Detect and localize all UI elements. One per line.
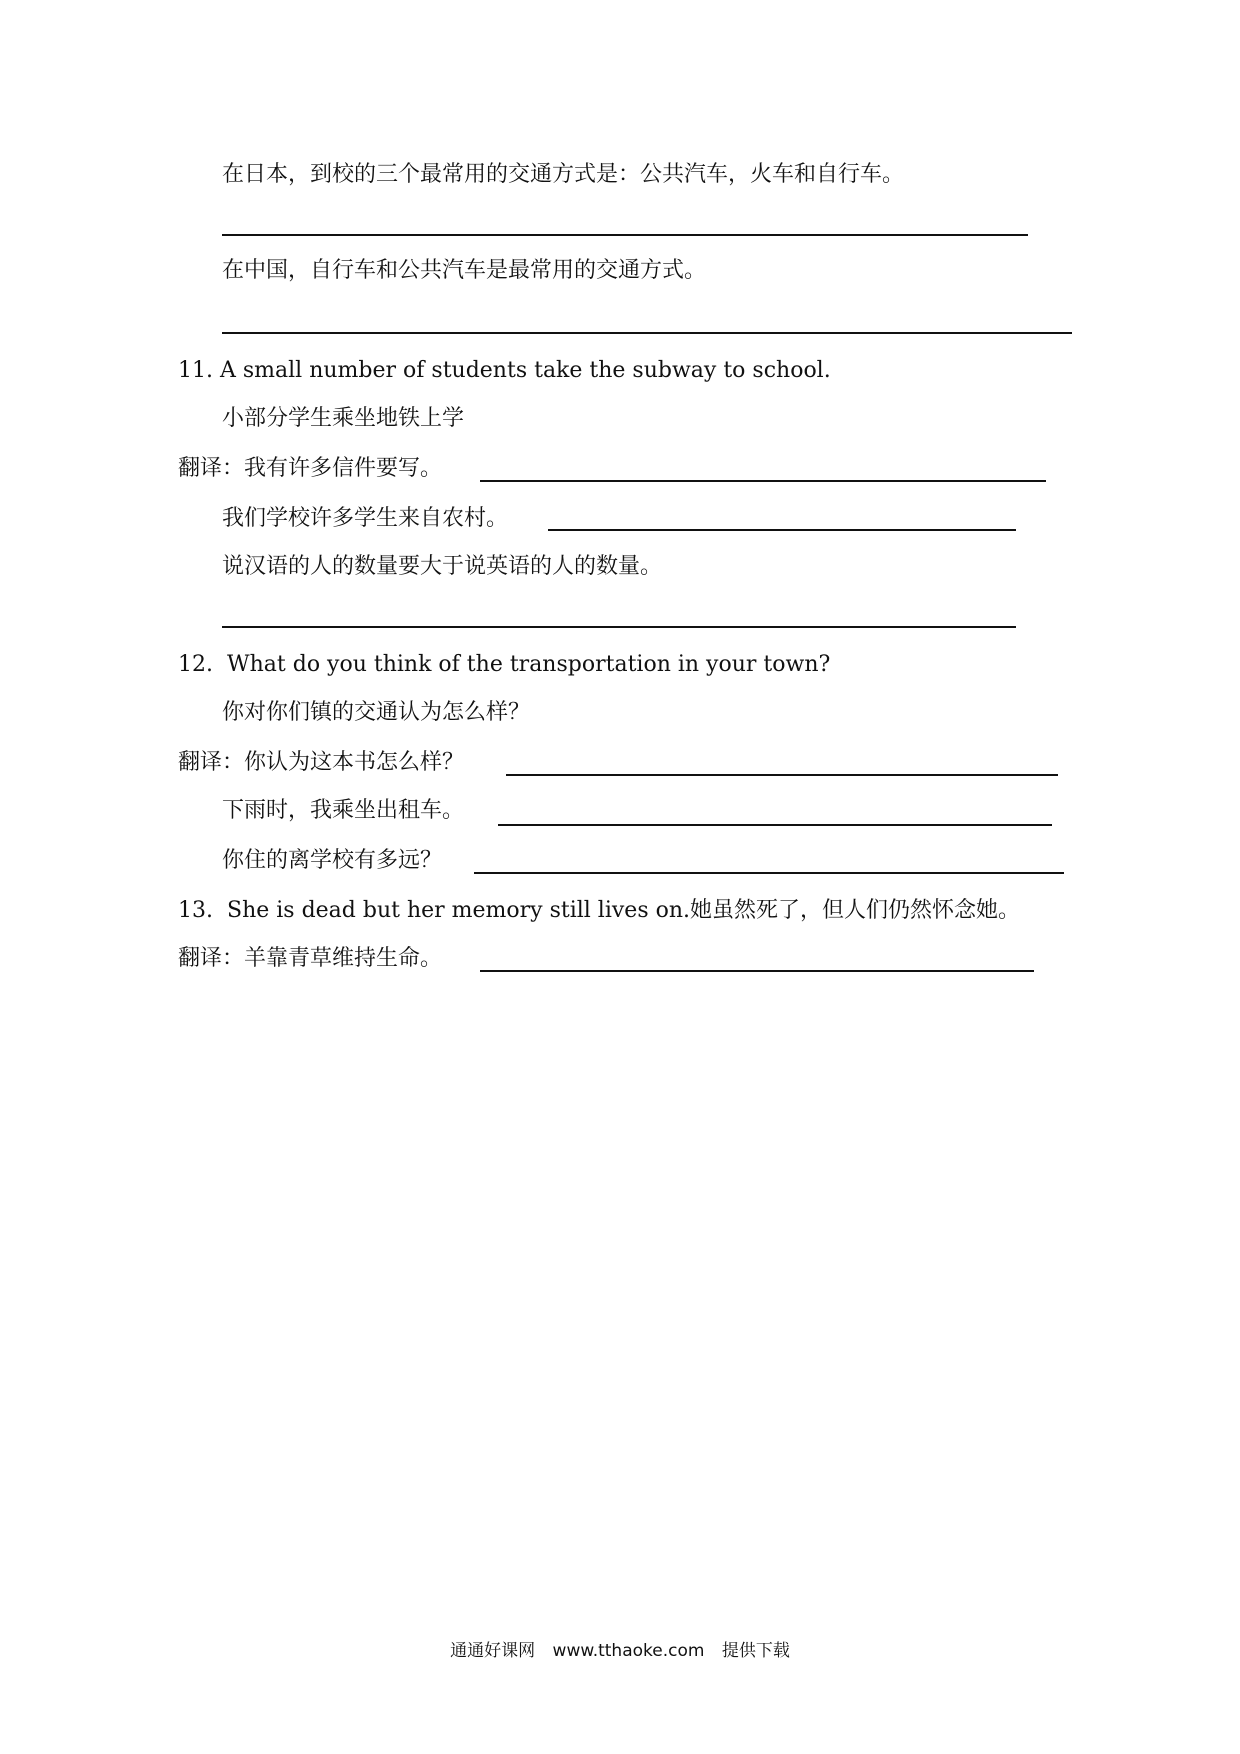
item12-blank-3[interactable]: [474, 872, 1064, 874]
item11-english: A small number of students take the subway to school.: [220, 358, 831, 383]
item13-ex1: 羊靠青草维持生命。: [244, 946, 443, 971]
item11-translation-1: [178, 454, 442, 484]
item11-blank-1[interactable]: [480, 480, 1046, 482]
item10-answer-blank-a[interactable]: [222, 234, 1028, 236]
item13-number: 13.: [178, 898, 213, 923]
item11-label: 翻译：: [178, 456, 245, 481]
item11-ex2: 我们学校许多学生来自农村。: [222, 506, 509, 531]
item13-chinese: 她虽然死了，但人们仍然怀念她。: [690, 898, 1021, 923]
item12-blank-2[interactable]: [498, 824, 1052, 826]
item11-ex3: 说汉语的人的数量要大于说英语的人的数量。: [222, 554, 663, 579]
item13-translation-1: [178, 944, 442, 974]
page-footer: [0, 1636, 1240, 1661]
item11-blank-3[interactable]: [222, 626, 1016, 628]
item13-question: [178, 896, 1020, 926]
item11-question: [178, 356, 831, 386]
item12-chinese: 你对你们镇的交通认为怎么样？: [222, 700, 531, 725]
item11-blank-2[interactable]: [548, 529, 1016, 531]
item12-question: [178, 650, 830, 680]
item13-label: 翻译：: [178, 946, 245, 971]
item13-blank-1[interactable]: [480, 970, 1034, 972]
item10-sentence-b: 在中国，自行车和公共汽车是最常用的交通方式。: [222, 258, 707, 283]
item11-chinese: 小部分学生乘坐地铁上学: [222, 406, 465, 431]
item12-english: What do you think of the transportation in your town?: [227, 652, 831, 677]
item10-answer-blank-b[interactable]: [222, 332, 1072, 334]
item12-ex3: 你住的离学校有多远？: [222, 848, 443, 873]
footer-suffix: 提供下载: [721, 1641, 790, 1661]
item12-ex2: 下雨时，我乘坐出租车。: [222, 798, 465, 823]
item11-number: 11.: [178, 358, 213, 383]
item10-sentence-a: 在日本，到校的三个最常用的交通方式是：公共汽车，火车和自行车。: [222, 162, 905, 187]
item12-label: 翻译：: [178, 750, 245, 775]
item12-translation-1: [178, 748, 464, 778]
footer-url[interactable]: www.tthaoke.com: [552, 1641, 705, 1661]
item12-blank-1[interactable]: [506, 774, 1058, 776]
item12-ex1: 你认为这本书怎么样？: [244, 750, 465, 775]
item11-ex1: 我有许多信件要写。: [244, 456, 443, 481]
item12-number: 12.: [178, 652, 213, 677]
footer-site-name: 通通好课网: [450, 1641, 536, 1661]
item13-english: She is dead but her memory still lives on.: [227, 898, 691, 923]
